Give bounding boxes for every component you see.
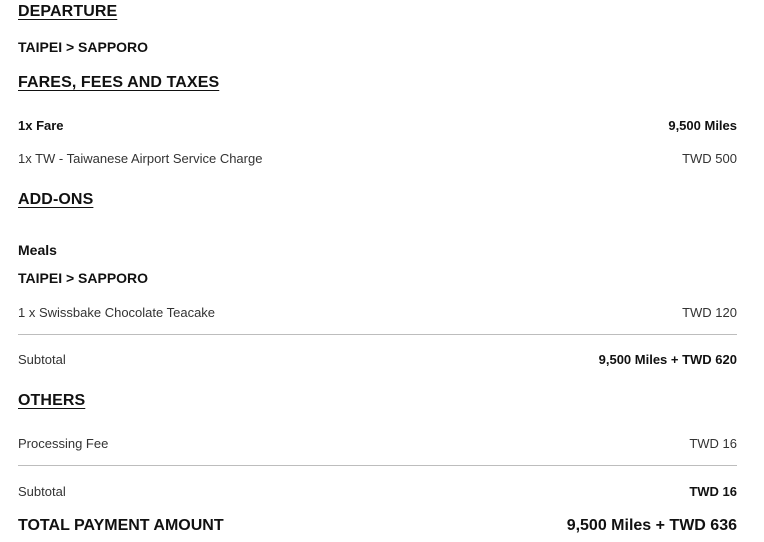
addons-route: TAIPEI > SAPPORO <box>18 270 149 286</box>
fare-line-item <box>18 116 737 134</box>
departure-section-header <box>18 2 737 22</box>
others-subtotal-amount: TWD 16 <box>689 483 737 499</box>
processing-fee-line-item <box>18 434 737 452</box>
airport-charge-amount: TWD 500 <box>682 150 737 166</box>
total-payment-label: TOTAL PAYMENT AMOUNT <box>18 517 224 534</box>
fares-heading: FARES, FEES AND TAXES <box>18 74 220 91</box>
total-payment-amount: 9,500 Miles + TWD 636 <box>566 517 737 534</box>
airport-charge-label: 1x TW - Taiwanese Airport Service Charge <box>18 150 263 166</box>
others-divider <box>18 465 737 466</box>
others-subtotal-label: Subtotal <box>18 483 66 499</box>
addons-subtotal-row <box>18 350 737 368</box>
processing-fee-amount: TWD 16 <box>689 435 737 451</box>
fare-label: 1x Fare <box>18 117 64 133</box>
addons-subtotal-label: Subtotal <box>18 351 66 367</box>
addons-subtotal-amount: 9,500 Miles + TWD 620 <box>598 351 737 367</box>
fare-amount: 9,500 Miles <box>668 117 737 133</box>
departure-route: TAIPEI > SAPPORO <box>18 39 149 55</box>
departure-route-row <box>18 37 737 57</box>
others-section-header <box>18 391 737 411</box>
addons-divider <box>18 334 737 335</box>
meals-category-label: Meals <box>18 242 57 258</box>
meal-label: 1 x Swissbake Chocolate Teacake <box>18 304 216 320</box>
payment-summary <box>18 0 737 542</box>
others-heading: OTHERS <box>18 392 86 409</box>
others-subtotal-row <box>18 482 737 500</box>
processing-fee-label: Processing Fee <box>18 435 109 451</box>
airport-charge-line-item <box>18 149 737 167</box>
addons-section-header <box>18 190 737 210</box>
meal-amount: TWD 120 <box>682 304 737 320</box>
total-payment-row <box>18 515 737 537</box>
fares-section-header <box>18 73 737 93</box>
addons-heading: ADD-ONS <box>18 191 94 208</box>
addons-route-row <box>18 268 737 288</box>
departure-heading: DEPARTURE <box>18 3 118 20</box>
meals-category-row <box>18 240 737 260</box>
meal-line-item <box>18 303 737 321</box>
